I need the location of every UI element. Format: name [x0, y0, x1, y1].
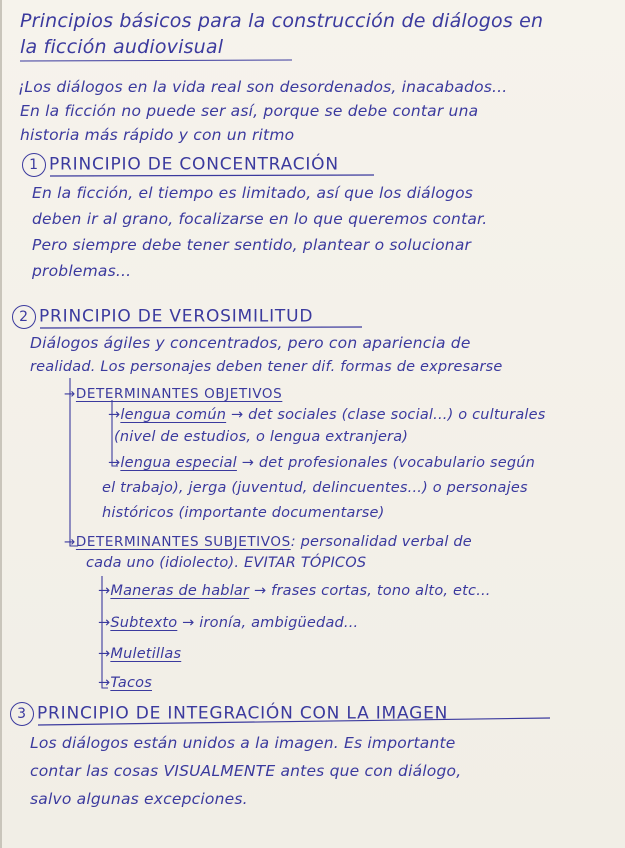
intro-line-3: historia más rápido y con un ritmo	[20, 126, 295, 144]
lengua-especial-term: lengua especial	[120, 455, 237, 471]
section-3-title: PRINCIPIO DE INTEGRACIÓN CON LA IMAGEN	[37, 703, 449, 724]
title-line-1: Principios básicos para la construcción de diálogos en	[20, 10, 544, 32]
arrow-icon: →	[241, 455, 255, 471]
title-line-2: la ficción audiovisual	[20, 36, 224, 58]
objetivos-item-2-cont2: históricos (importante documentarse)	[102, 505, 385, 521]
tacos-term: Tacos	[110, 675, 152, 691]
intro-line-1: ¡Los diálogos en la vida real son desordenados, inacabados...	[18, 78, 508, 96]
objetivos-label: DETERMINANTES OBJETIVOS	[75, 386, 283, 402]
section-1-line-4: problemas...	[32, 262, 132, 280]
subjetivos-bracket	[102, 576, 108, 688]
section-2-line-2: realidad. Los personajes deben tener dif. formas de expresarse	[30, 359, 503, 375]
title-underline	[20, 60, 292, 61]
lengua-comun-term: lengua común	[120, 407, 227, 423]
section-1-underline	[50, 175, 374, 176]
section-3-number: 3	[10, 702, 34, 726]
arrow-icon: →	[230, 407, 244, 423]
subtexto-desc: ironía, ambigüedad...	[199, 615, 359, 631]
maneras-desc: frases cortas, tono alto, etc...	[271, 583, 491, 599]
arrow-icon: →	[182, 615, 195, 631]
section-1-number: 1	[22, 153, 46, 177]
ink-lines	[2, 0, 625, 848]
verosimilitud-bracket	[70, 378, 78, 546]
objetivos-bracket	[112, 400, 118, 466]
lengua-comun-desc: det sociales (clase social...) o culturales	[248, 407, 546, 423]
arrow-icon: →	[108, 455, 121, 471]
section-3-line-3: salvo algunas excepciones.	[30, 790, 248, 808]
objetivos-item-2-cont: el trabajo), jerga (juventud, delincuentes...) o personajes	[102, 480, 528, 496]
section-2-line-1: Diálogos ágiles y concentrados, pero con apariencia de	[30, 334, 471, 352]
intro-line-2: En la ficción no puede ser así, porque se debe contar una	[20, 102, 479, 120]
section-3-line-1: Los diálogos están unidos a la imagen. Es importante	[30, 734, 456, 752]
arrow-icon: →	[64, 534, 76, 550]
arrow-icon: →	[98, 583, 111, 599]
subjetivos-cont: cada uno (idiolecto). EVITAR TÓPICOS	[86, 555, 367, 571]
arrow-icon: →	[64, 386, 76, 402]
lengua-especial-desc: det profesionales (vocabulario según	[258, 455, 536, 471]
arrow-icon: →	[253, 583, 267, 599]
section-2-title: PRINCIPIO DE VEROSIMILITUD	[39, 306, 314, 327]
arrow-icon: →	[108, 407, 121, 423]
section-3-line-2: contar las cosas VISUALMENTE antes que con diálogo,	[30, 762, 462, 780]
muletillas-term: Muletillas	[110, 646, 182, 662]
subjetivos-label: DETERMINANTES SUBJETIVOS	[75, 534, 291, 550]
section-1-line-1: En la ficción, el tiempo es limitado, así que los diálogos	[32, 184, 474, 202]
section-3-underline	[38, 718, 550, 725]
objetivos-item-1-cont: (nivel de estudios, o lengua extranjera)	[114, 429, 409, 445]
arrow-icon: →	[98, 615, 111, 631]
section-1-title: PRINCIPIO DE CONCENTRACIÓN	[49, 154, 339, 175]
section-1-line-2: deben ir al grano, focalizarse en lo que queremos contar.	[32, 210, 488, 228]
section-1-line-3: Pero siempre debe tener sentido, plantear o solucionar	[32, 236, 472, 254]
maneras-term: Maneras de hablar	[110, 583, 250, 599]
subtexto-term: Subtexto	[110, 615, 178, 631]
arrow-icon: →	[98, 646, 111, 662]
section-2-underline	[40, 327, 362, 328]
section-2-number: 2	[12, 305, 36, 329]
arrow-icon: →	[98, 675, 111, 691]
subjetivos-desc: : personalidad verbal de	[290, 534, 472, 550]
